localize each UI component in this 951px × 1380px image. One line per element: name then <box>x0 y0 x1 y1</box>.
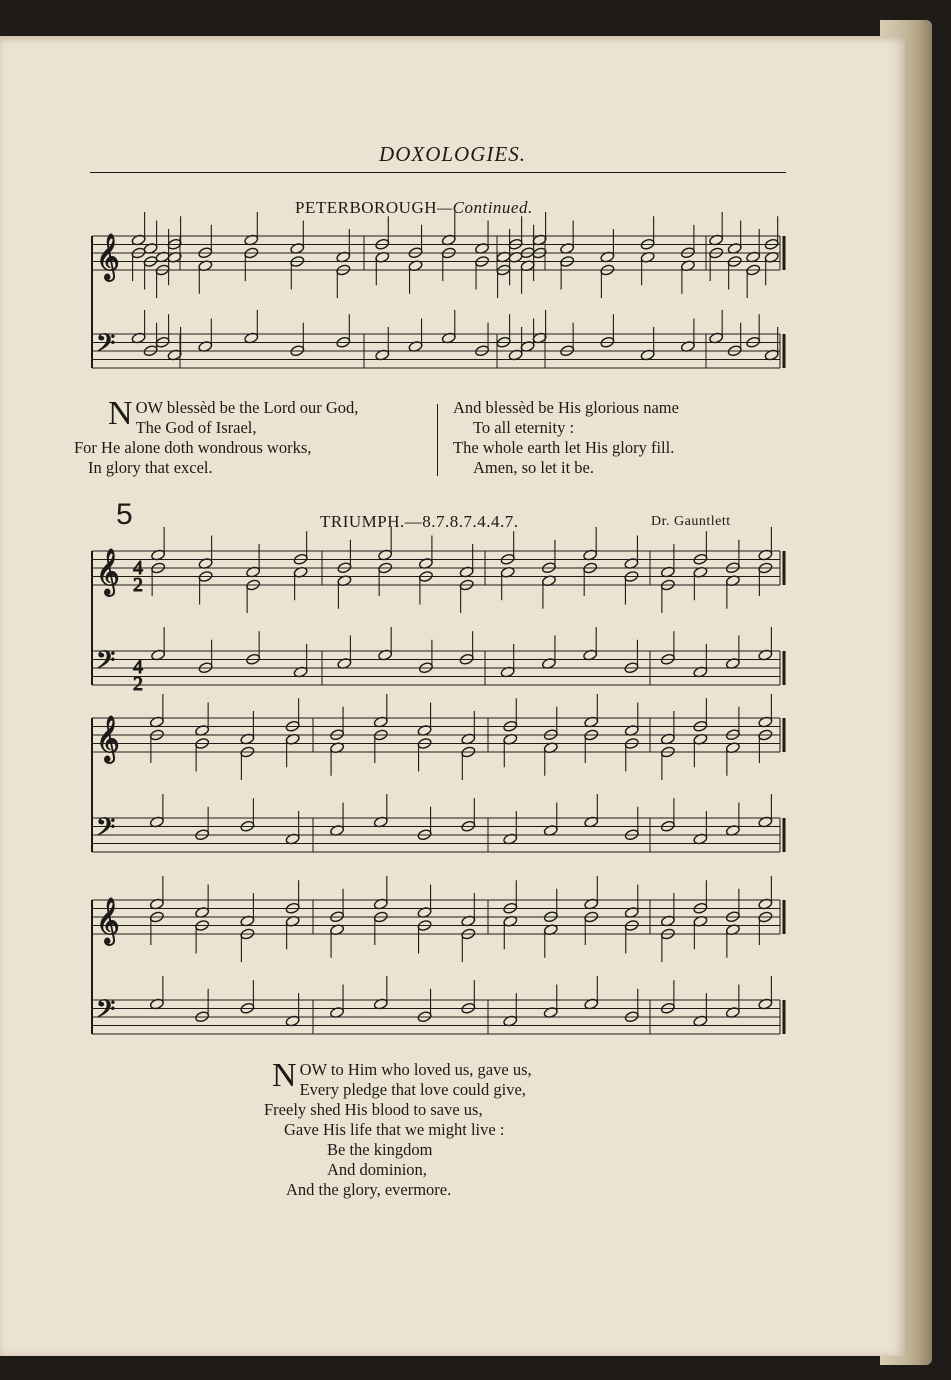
sys2-note-b2 <box>246 631 261 665</box>
verse1-left-line-3: For He alone doth wondrous works, <box>74 438 312 457</box>
sys2-note-t10 <box>583 527 598 561</box>
sys1-note-b13 <box>508 327 523 361</box>
sys3-note-t3 <box>285 698 300 732</box>
sys1-note-t17 <box>600 229 615 263</box>
sys1-note-t4 <box>198 225 213 259</box>
sys3-note-a7 <box>461 746 476 780</box>
sys2-note-b1 <box>198 640 213 674</box>
sys4-note-t7 <box>461 893 476 927</box>
sys4-note-a7 <box>461 928 476 962</box>
sys3-bass-staff <box>92 818 780 852</box>
sys1-note-a11 <box>474 255 489 289</box>
verse1-right-line-2: To all eternity : <box>473 418 575 437</box>
verse1-right <box>453 398 679 478</box>
sys4-note-b3 <box>285 993 300 1027</box>
sys1-note-t13 <box>508 216 523 250</box>
sys1-note-a14 <box>520 260 535 294</box>
hymn-number: 5 <box>116 498 133 531</box>
sys1-note-b15 <box>532 310 547 344</box>
sys1-note-t8 <box>375 216 390 250</box>
sys2-treble-clef: 𝄞 <box>96 549 120 595</box>
verse1-right-line-3: The whole earth let His glory fill. <box>453 438 675 457</box>
sys4-note-t2 <box>240 893 255 927</box>
sys1-note-t19 <box>680 225 695 259</box>
sys3-note-t9 <box>543 707 558 741</box>
time-sig-den-0: 2 <box>133 574 143 596</box>
sys3-note-t5 <box>373 694 388 728</box>
verse2-line-3: Freely shed His blood to save us, <box>264 1100 483 1119</box>
sys3-treble-staff <box>92 718 780 752</box>
sys1-note-a23 <box>764 251 779 285</box>
sys1-note-t0 <box>131 212 146 246</box>
sys3-note-a14 <box>725 742 740 776</box>
composer: Dr. Gauntlett <box>651 514 731 529</box>
sys1-note-b8 <box>375 327 390 361</box>
sys4-note-t15 <box>758 876 773 910</box>
sys2-note-a2 <box>246 579 261 613</box>
sys4-treble-staff <box>92 900 780 934</box>
sys1-note-b22 <box>746 314 761 348</box>
sys3-note-t0 <box>149 694 164 728</box>
sys1-note-a20 <box>709 247 724 281</box>
sys4-note-b4 <box>330 985 345 1019</box>
sys3-note-a2 <box>240 746 255 780</box>
verse1-right-line-4: Amen, so let it be. <box>473 458 594 477</box>
sys2-bass-staff <box>92 651 780 685</box>
sys2-note-t14 <box>725 540 740 574</box>
sys3-note-a9 <box>543 742 558 776</box>
sys1-note-t22 <box>746 229 761 263</box>
sys3-note-a0 <box>149 729 164 763</box>
sys1-note-b16 <box>560 323 575 357</box>
sys1-note-a22 <box>746 264 761 298</box>
sys3-note-b2 <box>240 798 255 832</box>
sys3-note-t11 <box>624 703 639 737</box>
sys2-note-a6 <box>418 570 433 604</box>
sys3-note-a6 <box>417 737 432 771</box>
sys1-note-b7 <box>336 314 351 348</box>
sys3-note-t8 <box>503 698 518 732</box>
sys3-note-b12 <box>660 798 675 832</box>
sys2-note-a3 <box>293 566 308 600</box>
sys3-note-t1 <box>195 703 210 737</box>
sys2-note-t5 <box>378 527 393 561</box>
sys3-note-a8 <box>503 733 518 767</box>
sys3-note-b10 <box>584 794 599 828</box>
sys4-note-b9 <box>543 985 558 1019</box>
sys1-note-t20 <box>709 212 724 246</box>
sys4-treble-clef: 𝄞 <box>96 898 120 944</box>
sys1-note-b9 <box>408 319 423 353</box>
sys1-bass-clef: 𝄢 <box>96 329 116 364</box>
sys4-bass-clef: 𝄢 <box>96 995 116 1030</box>
sys2-note-b3 <box>293 644 308 678</box>
tune1-name: PETERBOROUGH <box>295 198 438 217</box>
sys1-note-a4 <box>198 260 213 294</box>
tune1-suffix: —Continued. <box>437 198 533 217</box>
sys3-note-b7 <box>461 798 476 832</box>
sys4-note-b14 <box>725 985 740 1019</box>
running-header: DOXOLOGIES. <box>379 142 526 166</box>
sys2-note-t4 <box>337 540 352 574</box>
sys4-note-a10 <box>584 911 599 945</box>
sys4-note-t9 <box>543 889 558 923</box>
sys1-note-a6 <box>290 255 305 289</box>
verse1-left <box>74 395 359 478</box>
sys2-note-t0 <box>151 527 166 561</box>
sys3-note-t15 <box>758 694 773 728</box>
sys4-note-b11 <box>624 989 639 1023</box>
sys3-note-a10 <box>584 729 599 763</box>
sys4-note-a12 <box>660 928 675 962</box>
sys2-note-t7 <box>459 544 474 578</box>
sys2-note-b0 <box>151 627 166 661</box>
verse2-line-2: Every pledge that love could give, <box>299 1080 526 1099</box>
sys3-note-b13 <box>693 811 708 845</box>
verse2-line-6: And dominion, <box>327 1160 427 1179</box>
sys1-note-b20 <box>709 310 724 344</box>
sys4-note-a4 <box>330 924 345 958</box>
sys2-note-b10 <box>583 627 598 661</box>
time-sig-0: 4 <box>133 557 143 579</box>
sys2-note-t15 <box>758 527 773 561</box>
sys3-note-a15 <box>758 729 773 763</box>
sys1-note-b0 <box>131 310 146 344</box>
sys2-note-t3 <box>293 531 308 565</box>
sys2-note-b9 <box>541 636 556 670</box>
time-sig-1: 4 <box>133 656 143 678</box>
sys1-note-b1 <box>143 323 158 357</box>
sys1-note-a5 <box>244 247 259 281</box>
sys4-note-t6 <box>417 885 432 919</box>
verse1-right-line-1: And blessèd be His glorious name <box>453 398 679 417</box>
sys4-note-t1 <box>195 885 210 919</box>
sys4-note-b15 <box>758 976 773 1010</box>
sys3-note-b5 <box>373 794 388 828</box>
sys4-note-t5 <box>373 876 388 910</box>
sys1-note-b17 <box>600 314 615 348</box>
sys2-note-a0 <box>151 562 166 596</box>
sys3-note-b8 <box>503 811 518 845</box>
sys4-note-a9 <box>543 924 558 958</box>
sys2-note-a7 <box>459 579 474 613</box>
sys3-note-a11 <box>624 737 639 771</box>
sys1-note-a12 <box>496 264 511 298</box>
sys2-note-b8 <box>500 644 515 678</box>
verse-divider <box>437 404 438 476</box>
sys1-note-a17 <box>600 264 615 298</box>
sys1-note-b5 <box>244 310 259 344</box>
sys3-treble-clef: 𝄞 <box>96 716 120 762</box>
sys3-note-a13 <box>693 733 708 767</box>
sys3-note-b15 <box>758 794 773 828</box>
sys4-note-a6 <box>417 919 432 953</box>
sys1-note-t5 <box>244 212 259 246</box>
sys1-note-b18 <box>640 327 655 361</box>
sys4-note-b5 <box>373 976 388 1010</box>
sys2-note-b6 <box>418 640 433 674</box>
sys4-note-b0 <box>149 976 164 1010</box>
sys4-note-a0 <box>149 911 164 945</box>
verse1-left-line-1: OW blessèd be the Lord our God, <box>135 398 359 417</box>
sys1-note-a7 <box>336 264 351 298</box>
sys2-bass-clef: 𝄢 <box>96 646 116 681</box>
time-sig-den-1: 2 <box>133 673 143 695</box>
sys3-note-a1 <box>195 737 210 771</box>
sys3-note-b6 <box>417 807 432 841</box>
sys1-note-b21 <box>727 323 742 357</box>
sys1-note-a19 <box>680 260 695 294</box>
hymnal-page <box>0 36 905 1356</box>
sys1-note-b19 <box>680 319 695 353</box>
sys4-note-b6 <box>417 989 432 1023</box>
sys1-note-t3 <box>167 216 182 250</box>
sys3-note-t4 <box>330 707 345 741</box>
sys1-note-b11 <box>474 323 489 357</box>
sys4-bass-staff <box>92 1000 780 1034</box>
sys2-note-t1 <box>198 536 213 570</box>
sys2-note-a5 <box>378 562 393 596</box>
sys2-note-a14 <box>725 575 740 609</box>
sys2-treble-staff <box>92 551 780 585</box>
tune2-meter: —8.7.8.7.4.4.7. <box>404 512 519 531</box>
verse2 <box>264 1057 532 1200</box>
sys3-note-b3 <box>285 811 300 845</box>
sys4-note-t8 <box>503 880 518 914</box>
sys3-note-t10 <box>584 694 599 728</box>
sys4-note-b13 <box>693 993 708 1027</box>
sys1-treble-staff <box>92 236 780 270</box>
sys1-note-t21 <box>727 221 742 255</box>
sys4-note-t11 <box>624 885 639 919</box>
sys3-note-b9 <box>543 803 558 837</box>
verse1-dropcap: N <box>108 395 133 432</box>
sys1-note-a9 <box>408 260 423 294</box>
sys4-note-t3 <box>285 880 300 914</box>
sys4-note-b8 <box>503 993 518 1027</box>
verse1-left-line-2: The God of Israel, <box>135 418 257 437</box>
sys3-note-t2 <box>240 711 255 745</box>
sys1-note-a2 <box>155 264 170 298</box>
verse2-line-4: Gave His life that we might live : <box>284 1120 505 1139</box>
sys2-note-b11 <box>624 640 639 674</box>
sys2-note-t2 <box>246 544 261 578</box>
sys1-note-a10 <box>441 247 456 281</box>
sys1-note-a18 <box>640 251 655 285</box>
sys2-note-t12 <box>660 544 675 578</box>
sys1-bass-staff <box>92 334 780 368</box>
sys2-note-a12 <box>660 579 675 613</box>
sys4-note-a14 <box>725 924 740 958</box>
sys1-note-a16 <box>560 255 575 289</box>
sys2-note-a15 <box>758 562 773 596</box>
verse2-line-7: And the glory, evermore. <box>286 1180 452 1199</box>
sys3-note-b11 <box>624 807 639 841</box>
sys1-note-b4 <box>198 319 213 353</box>
sys2-note-b14 <box>725 636 740 670</box>
sys2-note-b7 <box>459 631 474 665</box>
sys2-note-b13 <box>693 644 708 678</box>
tune2-title <box>320 512 519 532</box>
sys3-bass-clef: 𝄢 <box>96 813 116 848</box>
sys4-note-a3 <box>285 915 300 949</box>
sys1-treble-clef: 𝄞 <box>96 234 120 280</box>
sys2-note-a10 <box>583 562 598 596</box>
sys3-note-b0 <box>149 794 164 828</box>
sys1-note-b14 <box>520 319 535 353</box>
sys4-note-t10 <box>584 876 599 910</box>
sys4-note-t4 <box>330 889 345 923</box>
sys2-note-t6 <box>418 536 433 570</box>
sys3-note-a3 <box>285 733 300 767</box>
sys2-note-b12 <box>660 631 675 665</box>
sys2-note-a13 <box>693 566 708 600</box>
sys1-note-t10 <box>441 212 456 246</box>
sys2-note-a4 <box>337 575 352 609</box>
sys1-note-b10 <box>441 310 456 344</box>
sys1-note-t16 <box>560 221 575 255</box>
verse1-left-line-4: In glory that excel. <box>88 458 213 477</box>
sys1-note-b6 <box>290 323 305 357</box>
sys1-note-t11 <box>474 221 489 255</box>
sys2-note-a9 <box>541 575 556 609</box>
verse2-line-1: OW to Him who loved us, gave us, <box>299 1060 532 1079</box>
sys2-note-b5 <box>378 627 393 661</box>
sys1-note-t6 <box>290 221 305 255</box>
sys4-note-a8 <box>503 915 518 949</box>
sys1-note-b23 <box>764 327 779 361</box>
sys3-note-b1 <box>195 807 210 841</box>
sys4-note-t14 <box>725 889 740 923</box>
sys1-note-b2 <box>155 314 170 348</box>
sys1-note-t23 <box>764 216 779 250</box>
sys2-note-t11 <box>624 536 639 570</box>
sys3-note-b4 <box>330 803 345 837</box>
sys4-note-a2 <box>240 928 255 962</box>
sys2-note-t8 <box>500 531 515 565</box>
sys1-note-t9 <box>408 225 423 259</box>
sys3-note-t12 <box>660 711 675 745</box>
sys3-note-a5 <box>373 729 388 763</box>
sys2-note-a11 <box>624 570 639 604</box>
sys4-note-t12 <box>660 893 675 927</box>
sys4-note-a15 <box>758 911 773 945</box>
sys2-note-b15 <box>758 627 773 661</box>
sys4-note-a5 <box>373 911 388 945</box>
sys4-note-b7 <box>461 980 476 1014</box>
sys4-note-a11 <box>624 919 639 953</box>
sys3-note-t13 <box>693 698 708 732</box>
sys4-note-b10 <box>584 976 599 1010</box>
sys1-note-t15 <box>532 212 547 246</box>
sys4-note-b1 <box>195 989 210 1023</box>
sys3-note-b14 <box>725 803 740 837</box>
sys2-note-b4 <box>337 636 352 670</box>
sys2-note-a1 <box>198 570 213 604</box>
sys4-note-t0 <box>149 876 164 910</box>
sys1-note-t18 <box>640 216 655 250</box>
sys1-note-a8 <box>375 251 390 285</box>
sys4-note-t13 <box>693 880 708 914</box>
verse2-dropcap: N <box>272 1057 297 1094</box>
sys4-note-a1 <box>195 919 210 953</box>
sys1-note-b12 <box>496 314 511 348</box>
sys3-note-t14 <box>725 707 740 741</box>
sys3-note-t7 <box>461 711 476 745</box>
sys4-note-b12 <box>660 980 675 1014</box>
sys2-note-t9 <box>541 540 556 574</box>
sys2-note-t13 <box>693 531 708 565</box>
sys1-note-t7 <box>336 229 351 263</box>
sys3-note-a4 <box>330 742 345 776</box>
tune2-name: TRIUMPH. <box>320 512 405 531</box>
verse2-line-5: Be the kingdom <box>327 1140 433 1159</box>
sys2-note-a8 <box>500 566 515 600</box>
sys3-note-t6 <box>417 703 432 737</box>
sys3-note-a12 <box>660 746 675 780</box>
sys4-note-b2 <box>240 980 255 1014</box>
sys4-note-a13 <box>693 915 708 949</box>
sys1-note-a21 <box>727 255 742 289</box>
